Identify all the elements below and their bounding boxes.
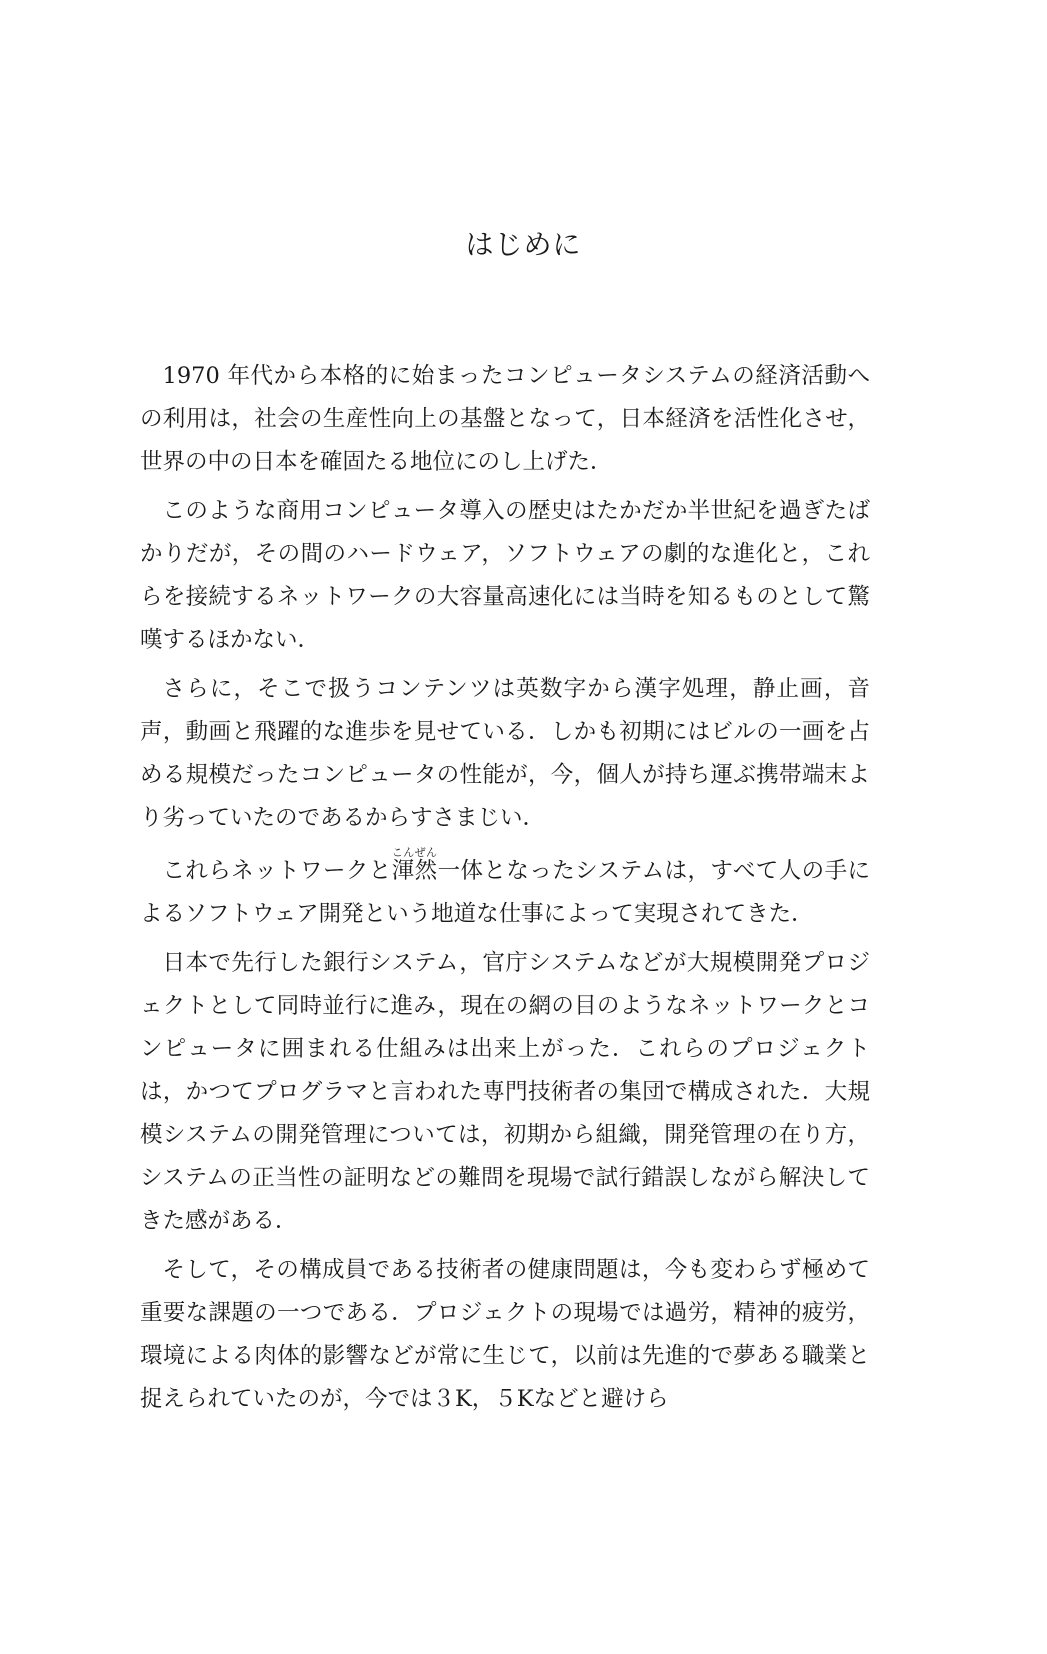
ruby-reading: こんぜん [391,846,438,859]
paragraph-2: このような商用コンピュータ導入の歴史はたかだか半世紀を過ぎたばかりだが，その間のハードウェア，ソフトウェアの劇的な進化と，これらを接続するネットワークの大容量高速化には当時を知るものとして驚嘆するほかない． [140,498,870,653]
ruby-konzen [391,846,438,884]
page-title: はじめに [465,228,582,261]
body-text [140,355,870,1427]
paragraph-4-end: 一体となったシステムは，すべて人の手によるソフトウェア開発という地道な仕事によって実現されてきた． [140,858,870,927]
paragraph-4 [140,846,870,936]
paragraph-6: そして，その構成員である技術者の健康問題は，今も変わらず極めて重要な課題の一つである．プロジェクトの現場では過労，精神的疲労，環境による肉体的影響などが常に生じて，以前は先進的で夢ある職業と捉えられていたのが，今では３K，５Kなどと避けら [140,1257,870,1412]
paragraph-4-start: これらネットワークと [162,858,392,884]
paragraph-5: 日本で先行した銀行システム，官庁システムなどが大規模開発プロジェクトとして同時並行に進み，現在の網の目のようなネットワークとコンピュータに囲まれる仕組みは出来上がった．これらのプロジェクトは，かつてプログラマと言われた専門技術者の集団で構成された．大規模システムの開発管理については，初期から組織，開発管理の在り方，システムの正当性の証明などの難問を現場で試行錯誤しながら解決してきた感がある． [140,950,870,1234]
paragraph-1: 1970 年代から本格的に始まったコンピュータシステムの経済活動への利用は，社会の生産性向上の基盤となって，日本経済を活性化させ，世界の中の日本を確固たる地位にのし上げた． [140,363,870,475]
ruby-base: 渾然 [391,858,438,884]
paragraph-3: さらに，そこで扱うコンテンツは英数字から漢字処理，静止画，音声，動画と飛躍的な進歩を見せている．しかも初期にはビルの一画を占める規模だったコンピュータの性能が，今，個人が持ち運ぶ携帯端末より劣っていたのであるからすさまじい． [140,676,870,831]
